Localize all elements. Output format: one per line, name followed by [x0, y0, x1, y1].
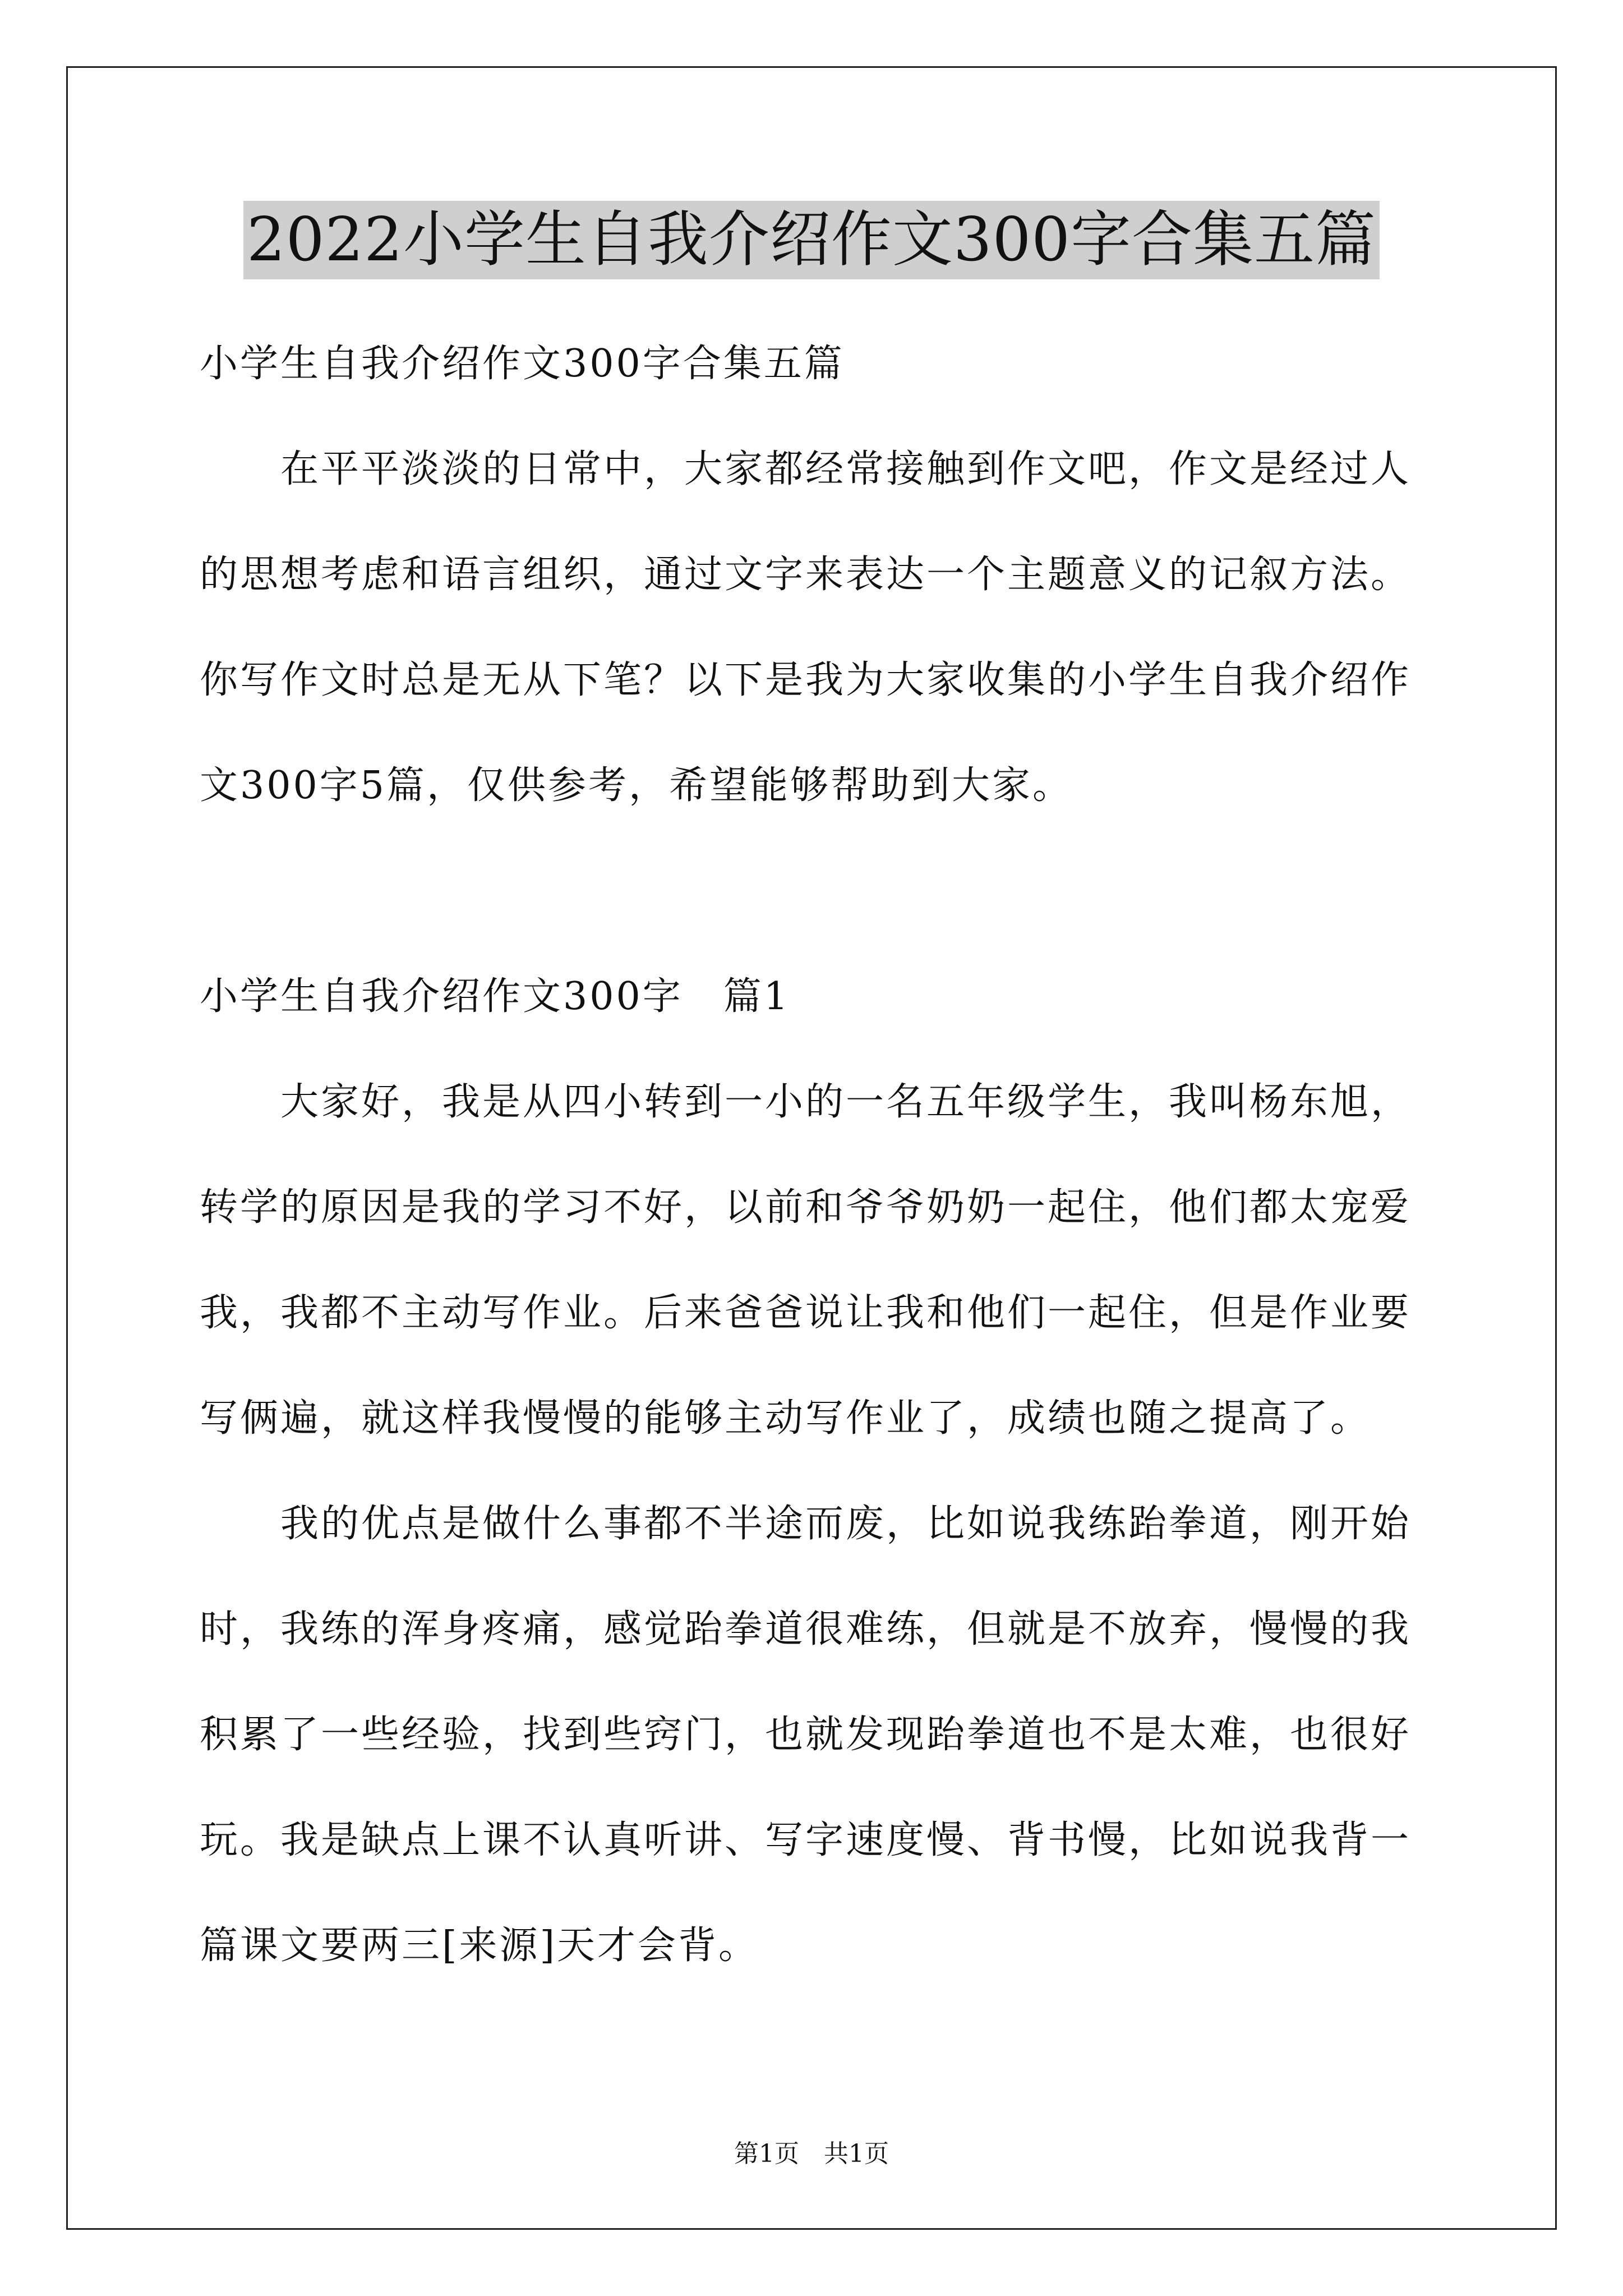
document-title: 2022小学生自我介绍作文300字合集五篇: [243, 201, 1380, 279]
paragraph-line: 我的优点是做什么事都不半途而废，比如说我练跆拳道，刚开始: [200, 1502, 1412, 1546]
title-wrap: [0, 201, 1623, 279]
paragraph-line: 转学的原因是我的学习不好，以前和爷爷奶奶一起住，他们都太宠爱: [200, 1185, 1412, 1230]
paragraph-line: 写俩遍，就这样我慢慢的能够主动写作业了，成绩也随之提高了。: [200, 1396, 1371, 1441]
intro-line: 文300字5篇，仅供参考，希望能够帮助到大家。: [200, 763, 1073, 808]
paragraph-line: 时，我练的浑身疼痛，感觉跆拳道很难练，但就是不放弃，慢慢的我: [200, 1607, 1412, 1651]
page-footer: 第1页 共1页: [734, 2139, 889, 2168]
paragraph-line: 大家好，我是从四小转到一小的一名五年级学生，我叫杨东旭，: [200, 1080, 1412, 1124]
paragraph-line: 篇课文要两三[来源]天才会背。: [200, 1924, 759, 1968]
paragraph-line: 玩。我是缺点上课不认真听讲、写字速度慢、背书慢，比如说我背一: [200, 1818, 1412, 1862]
intro-line: 的思想考虑和语言组织，通过文字来表达一个主题意义的记叙方法。: [200, 553, 1412, 597]
intro-line: 你写作文时总是无从下笔？以下是我为大家收集的小学生自我介绍作: [200, 658, 1412, 702]
document-body: [200, 311, 1433, 1999]
paragraph-line: 我，我都不主动写作业。后来爸爸说让我和他们一起住，但是作业要: [200, 1291, 1412, 1335]
intro-heading: 小学生自我介绍作文300字合集五篇: [200, 342, 845, 386]
paragraph-line: 积累了一些经验，找到些窍门，也就发现跆拳道也不是太难，也很好: [200, 1713, 1412, 1757]
section-gap: [200, 839, 1433, 944]
section-heading: 小学生自我介绍作文300字 篇1: [200, 974, 791, 1019]
intro-line: 在平平淡淡的日常中，大家都经常接触到作文吧，作文是经过人: [200, 447, 1412, 491]
